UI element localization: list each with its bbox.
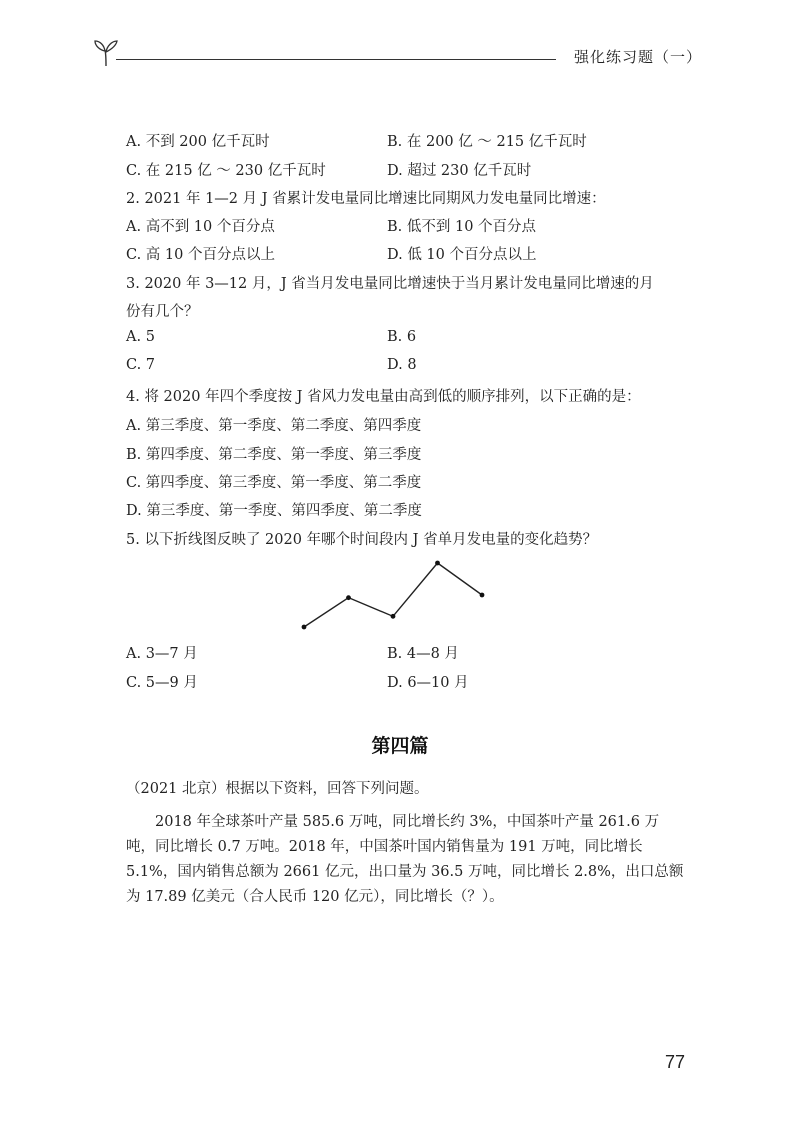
trend-point-5 (480, 593, 485, 598)
q4-option-b: B. 第四季度、第二季度、第一季度、第三季度 (126, 447, 422, 463)
q3-option-d: D. 8 (387, 357, 417, 373)
q2-option-b: B. 低不到 10 个百分点 (387, 219, 537, 235)
q1-option-b: B. 在 200 亿 ～ 215 亿千瓦时 (387, 134, 587, 150)
q5-option-b: B. 4—8 月 (387, 646, 459, 662)
q1-option-d: D. 超过 230 亿千瓦时 (387, 163, 532, 179)
q3-option-a: A. 5 (126, 329, 155, 345)
q2-option-a: A. 高不到 10 个百分点 (126, 219, 275, 235)
q2-stem: 2. 2021 年 1—2 月 J 省累计发电量同比增速比同期风力发电量同比增速： (126, 191, 606, 207)
header-title: 强化练习题（一） (573, 48, 702, 66)
running-header (92, 38, 702, 72)
trend-line-chart (296, 555, 490, 635)
sprout-icon (92, 38, 120, 68)
q4-option-a: A. 第三季度、第一季度、第二季度、第四季度 (126, 418, 422, 434)
q4-option-d: D. 第三季度、第一季度、第四季度、第二季度 (126, 503, 422, 519)
section-intro: （2021 北京）根据以下资料，回答下列问题。 (126, 781, 429, 797)
page-number: 77 (665, 1052, 686, 1072)
q1-option-c: C. 在 215 亿 ～ 230 亿千瓦时 (126, 163, 326, 179)
q4-stem: 4. 将 2020 年四个季度按 J 省风力发电量由高到低的顺序排列，以下正确的是： (126, 389, 641, 405)
trend-point-3 (391, 614, 396, 619)
trend-point-2 (346, 595, 351, 600)
q2-option-d: D. 低 10 个百分点以上 (387, 247, 537, 263)
q2-option-c: C. 高 10 个百分点以上 (126, 247, 275, 263)
section-title: 第四篇 (371, 735, 429, 757)
q5-option-d: D. 6—10 月 (387, 675, 469, 691)
q5-option-a: A. 3—7 月 (126, 646, 198, 662)
q3-stem-line1: 3. 2020 年 3—12 月，J 省当月发电量同比增速快于当月累计发电量同比增速的月 (126, 276, 654, 292)
q5-option-c: C. 5—9 月 (126, 675, 198, 691)
trend-point-1 (302, 625, 307, 630)
q1-option-a: A. 不到 200 亿千瓦时 (126, 134, 270, 150)
q3-option-c: C. 7 (126, 357, 156, 373)
section-body: 2018 年全球茶叶产量 585.6 万吨，同比增长约 3%，中国茶叶产量 261.6 万吨，同比增长 0.7 万吨。2018 年，中国茶叶国内销售量为 191 万吨，同比增长 5.1%，国内销售总额为 2661 亿元，出口量为 36.5 万吨，同比增长 2.8%，出口总额为 17.89 亿美元（合人民币 120 亿元），同比增长（？）。 (126, 814, 684, 905)
q4-option-c: C. 第四季度、第三季度、第一季度、第二季度 (126, 475, 422, 491)
q5-stem: 5. 以下折线图反映了 2020 年哪个时间段内 J 省单月发电量的变化趋势？ (126, 532, 598, 548)
q3-stem-line2: 份有几个？ (126, 304, 199, 320)
q3-option-b: B. 6 (387, 329, 417, 345)
header-rule (116, 59, 556, 60)
trend-point-4 (435, 561, 440, 566)
